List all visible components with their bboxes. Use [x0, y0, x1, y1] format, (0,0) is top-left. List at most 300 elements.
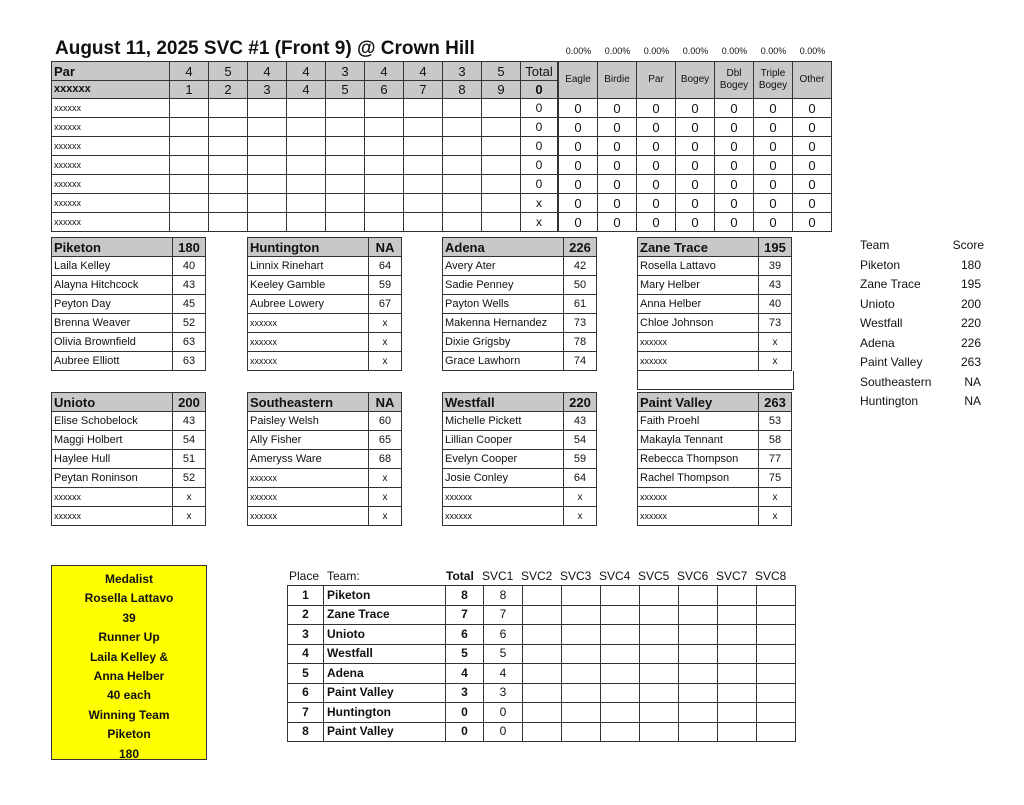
svc-points-cell: [523, 722, 562, 742]
stats-cell: 0: [637, 194, 676, 213]
stats-cell: 0: [676, 156, 715, 175]
team-player-row: [248, 352, 402, 371]
team-player-score: 43: [173, 276, 206, 295]
team-player-name: Rachel Thompson: [638, 469, 759, 488]
hole-score-cell[interactable]: [287, 213, 326, 232]
hole-score-cell[interactable]: [443, 156, 482, 175]
team-player-name: Grace Lawhorn: [443, 352, 564, 371]
stats-cell: 0: [637, 175, 676, 194]
team-player-row: [248, 507, 402, 526]
hole-score-cell[interactable]: [248, 156, 287, 175]
team-player-score: 54: [173, 431, 206, 450]
team-list-score: 180: [960, 257, 981, 272]
stats-cell: 0: [754, 118, 793, 137]
stats-cell: 0: [598, 118, 637, 137]
team-player-score: 43: [173, 412, 206, 431]
hole-number: 7: [404, 81, 443, 99]
team-box: [51, 237, 206, 371]
team-player-name: Olivia Brownfield: [52, 333, 173, 352]
player-name: xxxxxx: [52, 213, 170, 232]
hole-score-cell[interactable]: [443, 194, 482, 213]
team-player-row: [248, 412, 402, 431]
hole-score-cell[interactable]: [365, 99, 404, 118]
team-list-score: NA: [964, 374, 981, 389]
medalist-line: Medalist: [104, 572, 153, 586]
svc1-points: 0: [484, 722, 523, 742]
team-player-score: 64: [369, 257, 402, 276]
place-row: [288, 644, 796, 664]
team-player-row: [443, 450, 597, 469]
hole-score-cell[interactable]: [170, 118, 209, 137]
team-list-name: Westfall: [860, 316, 903, 330]
stats-cell: 0: [559, 156, 598, 175]
stats-cell: 0: [559, 99, 598, 118]
player-total: x: [521, 194, 558, 213]
hole-score-cell[interactable]: [482, 213, 521, 232]
team-list-score: 263: [960, 355, 981, 369]
team-player-row: [248, 333, 402, 352]
team-header-row: [443, 393, 597, 412]
svc1-points: 8: [484, 586, 523, 606]
player-row: [52, 194, 558, 213]
place-total: 8: [446, 586, 484, 606]
team-player-row: [52, 450, 206, 469]
place-total: 4: [446, 664, 484, 684]
svc-points-cell: [679, 664, 718, 684]
team-header-row: [443, 238, 597, 257]
hole-score-cell[interactable]: [443, 99, 482, 118]
team-player-name: Evelyn Cooper: [443, 450, 564, 469]
stats-row: [559, 137, 832, 156]
hole-score-cell[interactable]: [443, 137, 482, 156]
stats-cell: 0: [598, 175, 637, 194]
team-player-name: Dixie Grigsby: [443, 333, 564, 352]
hole-score-cell[interactable]: [170, 99, 209, 118]
hole-score-cell[interactable]: [404, 156, 443, 175]
hole-score-cell[interactable]: [326, 175, 365, 194]
team-player-row: [443, 333, 597, 352]
hole-score-cell[interactable]: [404, 99, 443, 118]
stats-cell: 0: [598, 137, 637, 156]
team-player-row: [638, 295, 792, 314]
team-player-score: 64: [564, 469, 597, 488]
team-player-row: [248, 314, 402, 333]
team-player-row: [248, 276, 402, 295]
place-number: 3: [288, 625, 324, 645]
team-player-score: 60: [369, 412, 402, 431]
hole-score-cell[interactable]: [287, 156, 326, 175]
svc-points-cell: [679, 605, 718, 625]
hole-score-cell[interactable]: [209, 213, 248, 232]
team-player-name: Mary Helber: [638, 276, 759, 295]
par-cell: 4: [170, 62, 209, 81]
svc-points-cell: [640, 703, 679, 723]
team-player-name: Anna Helber: [638, 295, 759, 314]
svc-points-cell: [718, 586, 757, 606]
hole-score-cell[interactable]: [209, 194, 248, 213]
svc-points-cell: [562, 644, 601, 664]
team-player-name: Ally Fisher: [248, 431, 369, 450]
player-name: xxxxxx: [52, 194, 170, 213]
team-player-name: xxxxxx: [248, 314, 369, 333]
place-total: 0: [446, 703, 484, 723]
par-cell: 5: [209, 62, 248, 81]
hole-score-cell[interactable]: [482, 194, 521, 213]
par-cell: 5: [482, 62, 521, 81]
score-grid: [51, 61, 558, 232]
hole-score-cell[interactable]: [209, 99, 248, 118]
team-score: 226: [564, 238, 597, 257]
team-name: Unioto: [52, 393, 173, 412]
team-player-score: 59: [564, 450, 597, 469]
team-list-name: Southeastern: [860, 374, 932, 389]
player-row: [52, 137, 558, 156]
team-player-name: Alayna Hitchcock: [52, 276, 173, 295]
team-player-score: x: [369, 352, 402, 371]
team-player-name: Elise Schobelock: [52, 412, 173, 431]
hole-score-cell[interactable]: [248, 175, 287, 194]
place-row: [288, 683, 796, 703]
hole-score-cell[interactable]: [170, 213, 209, 232]
stats-cell: 0: [793, 156, 832, 175]
hole-score-cell[interactable]: [326, 137, 365, 156]
hole-score-cell[interactable]: [365, 156, 404, 175]
team-box: [247, 392, 402, 526]
team-player-score: 67: [369, 295, 402, 314]
place-number: 6: [288, 683, 324, 703]
hole-number: 5: [326, 81, 365, 99]
player-total: 0: [521, 99, 558, 118]
team-box: [442, 237, 597, 371]
team-player-score: 77: [759, 450, 792, 469]
svc-points-cell: [718, 683, 757, 703]
hole-number: 6: [365, 81, 404, 99]
hole-score-cell[interactable]: [365, 118, 404, 137]
team-score: 220: [564, 393, 597, 412]
player-total: 0: [521, 175, 558, 194]
svc-points-cell: [679, 722, 718, 742]
hole-score-cell[interactable]: [209, 156, 248, 175]
player-row: [52, 99, 558, 118]
hole-number: 4: [287, 81, 326, 99]
team-player-name: xxxxxx: [248, 507, 369, 526]
team-name: Southeastern: [248, 393, 369, 412]
par-cell: 4: [404, 62, 443, 81]
place-total: 0: [446, 722, 484, 742]
place-team: Unioto: [324, 625, 446, 645]
team-list-row: [860, 258, 984, 278]
hole-score-cell[interactable]: [404, 137, 443, 156]
hole-score-cell[interactable]: [248, 137, 287, 156]
team-player-row: [638, 333, 792, 352]
stats-cell: 0: [637, 118, 676, 137]
team-player-row: [248, 450, 402, 469]
svc-header: SVC3: [560, 569, 592, 583]
par-cell: 4: [287, 62, 326, 81]
svc-points-cell: [601, 605, 640, 625]
page-title: August 11, 2025 SVC #1 (Front 9) @ Crown Hill: [55, 38, 475, 59]
team-player-score: 78: [564, 333, 597, 352]
svc-points-cell: [757, 586, 796, 606]
team-player-score: x: [759, 507, 792, 526]
place-number: 1: [288, 586, 324, 606]
team-name: Zane Trace: [638, 238, 759, 257]
stats-row: [559, 213, 832, 232]
medalist-line: Piketon: [107, 727, 151, 742]
svc-points-cell: [601, 703, 640, 723]
team-list-name: Unioto: [860, 296, 895, 311]
stats-cell: 0: [676, 137, 715, 156]
team-player-score: 40: [759, 295, 792, 314]
blank-cell: [637, 371, 794, 390]
place-number: 7: [288, 703, 324, 723]
team-list-name: Piketon: [860, 257, 901, 272]
hole-score-cell[interactable]: [404, 194, 443, 213]
svc1-points: 3: [484, 683, 523, 703]
hole-score-cell[interactable]: [248, 99, 287, 118]
svc-points-cell: [757, 664, 796, 684]
team-score: 200: [173, 393, 206, 412]
medalist-line: Runner Up: [98, 630, 160, 645]
stats-cell: 0: [754, 213, 793, 232]
hole-score-cell[interactable]: [365, 137, 404, 156]
team-score: 195: [759, 238, 792, 257]
stats-header: Bogey: [676, 62, 715, 99]
team-player-score: x: [173, 488, 206, 507]
team-player-name: Linnix Rinehart: [248, 257, 369, 276]
team-list-row: [860, 394, 984, 414]
team-header-row: [248, 393, 402, 412]
team-name: Westfall: [443, 393, 564, 412]
team-player-name: xxxxxx: [248, 488, 369, 507]
team-player-score: x: [369, 469, 402, 488]
medalist-line: 180: [118, 746, 140, 761]
team-list-score: NA: [964, 394, 981, 408]
stats-cell: 0: [637, 156, 676, 175]
team-player-score: x: [369, 507, 402, 526]
player-name: xxxxxx: [52, 137, 170, 156]
stats-row: [559, 118, 832, 137]
stats-cell: 0: [715, 194, 754, 213]
hole-score-cell[interactable]: [287, 175, 326, 194]
hole-label: xxxxxx: [52, 81, 170, 99]
stats-cell: 0: [754, 175, 793, 194]
team-name: Piketon: [52, 238, 173, 257]
svc-points-cell: [679, 625, 718, 645]
par-cell: 4: [248, 62, 287, 81]
hole-score-cell[interactable]: [326, 99, 365, 118]
svc-points-cell: [718, 722, 757, 742]
team-player-row: [52, 507, 206, 526]
hole-score-cell[interactable]: [209, 118, 248, 137]
stats-header: Par: [637, 62, 676, 99]
team-player-name: xxxxxx: [52, 507, 173, 526]
svc-points-cell: [601, 722, 640, 742]
team-name: Adena: [443, 238, 564, 257]
team-score-list: [860, 238, 984, 414]
par-cell: 3: [443, 62, 482, 81]
hole-score-cell[interactable]: [404, 213, 443, 232]
svc-points-cell: [601, 664, 640, 684]
team-player-row: [443, 469, 597, 488]
hole-score-cell[interactable]: [287, 137, 326, 156]
team-score: NA: [369, 238, 402, 257]
hole-score-cell[interactable]: [248, 194, 287, 213]
team-list-row: [860, 277, 984, 297]
stats-cell: 0: [754, 137, 793, 156]
team-player-row: [52, 431, 206, 450]
team-player-score: x: [369, 333, 402, 352]
team-player-row: [52, 295, 206, 314]
stats-cell: 0: [598, 156, 637, 175]
hole-score-cell[interactable]: [326, 118, 365, 137]
svc-header: SVC1: [482, 569, 514, 583]
svc-points-cell: [562, 703, 601, 723]
hole-score-cell[interactable]: [482, 118, 521, 137]
hole-score-cell[interactable]: [287, 99, 326, 118]
team-box: [637, 237, 792, 371]
hole-score-cell[interactable]: [482, 156, 521, 175]
hole-score-cell[interactable]: [287, 118, 326, 137]
team-player-row: [52, 412, 206, 431]
hole-score-cell[interactable]: [482, 99, 521, 118]
team-player-row: [248, 431, 402, 450]
stats-cell: 0: [793, 175, 832, 194]
team-player-row: [638, 276, 792, 295]
stats-cell: 0: [676, 213, 715, 232]
hole-score-cell[interactable]: [443, 213, 482, 232]
hole-number: 3: [248, 81, 287, 99]
team-score: 263: [759, 393, 792, 412]
svc-header: SVC4: [599, 569, 631, 583]
team-list-header: [860, 238, 984, 258]
hole-total: 0: [521, 81, 558, 99]
team-player-score: 52: [173, 314, 206, 333]
svc-points-cell: [757, 703, 796, 723]
hole-score-cell[interactable]: [482, 137, 521, 156]
medalist-line: 40 each: [106, 688, 152, 703]
hole-row: [52, 81, 558, 99]
stats-cell: 0: [559, 175, 598, 194]
team-list-score: 195: [960, 277, 981, 291]
team-player-score: 40: [173, 257, 206, 276]
stats-header: Triple Bogey: [754, 62, 793, 99]
team-player-row: [638, 488, 792, 507]
team-box: [247, 237, 402, 371]
hole-score-cell[interactable]: [248, 118, 287, 137]
hole-score-cell[interactable]: [326, 156, 365, 175]
team-player-name: xxxxxx: [638, 352, 759, 371]
stats-cell: 0: [559, 213, 598, 232]
team-player-score: 63: [173, 333, 206, 352]
stats-cell: 0: [676, 118, 715, 137]
team-list-row: [860, 316, 984, 336]
stats-cell: 0: [637, 213, 676, 232]
stats-header: Eagle: [559, 62, 598, 99]
hole-score-cell[interactable]: [170, 194, 209, 213]
hole-score-cell[interactable]: [482, 175, 521, 194]
team-player-score: 39: [759, 257, 792, 276]
team-player-name: Maggi Holbert: [52, 431, 173, 450]
stats-cell: 0: [715, 175, 754, 194]
hole-score-cell[interactable]: [365, 213, 404, 232]
svc-points-cell: [562, 683, 601, 703]
team-player-row: [52, 352, 206, 371]
team-player-score: 50: [564, 276, 597, 295]
hole-score-cell[interactable]: [209, 137, 248, 156]
team-player-row: [52, 488, 206, 507]
hole-score-cell[interactable]: [365, 175, 404, 194]
stats-row: [559, 156, 832, 175]
svc-points-cell: [640, 664, 679, 684]
team-list-row: [860, 297, 984, 317]
hole-score-cell[interactable]: [326, 194, 365, 213]
svc-points-cell: [679, 586, 718, 606]
percentage-label: 0.00%: [799, 46, 826, 56]
svc-points-cell: [640, 605, 679, 625]
svc-header: SVC2: [521, 569, 553, 583]
svc-header: SVC5: [638, 569, 670, 583]
team-header-row: [638, 238, 792, 257]
team-player-score: 45: [173, 295, 206, 314]
svc-points-cell: [562, 664, 601, 684]
stats-header: Other: [793, 62, 832, 99]
svc-points-cell: [640, 644, 679, 664]
medalist-line: Laila Kelley &: [89, 649, 169, 664]
stats-cell: 0: [754, 156, 793, 175]
hole-score-cell[interactable]: [170, 137, 209, 156]
svc-points-cell: [679, 644, 718, 664]
hole-score-cell[interactable]: [170, 175, 209, 194]
place-team: Adena: [324, 664, 446, 684]
percentage-label: 0.00%: [604, 46, 631, 56]
hole-score-cell[interactable]: [365, 194, 404, 213]
stats-cell: 0: [715, 213, 754, 232]
team-player-name: xxxxxx: [443, 488, 564, 507]
team-list-name: Huntington: [860, 394, 919, 408]
hole-number: 1: [170, 81, 209, 99]
svc-header: SVC7: [716, 569, 748, 583]
stats-cell: 0: [754, 99, 793, 118]
hole-score-cell[interactable]: [170, 156, 209, 175]
percentage-label: 0.00%: [760, 46, 787, 56]
stats-header: Birdie: [598, 62, 637, 99]
place-team: Piketon: [324, 586, 446, 606]
place-total: 7: [446, 605, 484, 625]
team-box: [51, 392, 206, 526]
player-total: 0: [521, 137, 558, 156]
hole-score-cell[interactable]: [248, 213, 287, 232]
team-player-row: [443, 276, 597, 295]
hole-score-cell[interactable]: [443, 118, 482, 137]
hole-score-cell[interactable]: [209, 175, 248, 194]
svc-points-cell: [679, 683, 718, 703]
team-player-score: x: [759, 352, 792, 371]
team-player-name: Ameryss Ware: [248, 450, 369, 469]
hole-score-cell[interactable]: [287, 194, 326, 213]
hole-score-cell[interactable]: [404, 118, 443, 137]
team-player-score: 68: [369, 450, 402, 469]
svc-points-cell: [718, 703, 757, 723]
hole-score-cell[interactable]: [443, 175, 482, 194]
player-total: x: [521, 213, 558, 232]
team-player-name: Laila Kelley: [52, 257, 173, 276]
team-player-row: [443, 352, 597, 371]
stats-cell: 0: [754, 194, 793, 213]
hole-score-cell[interactable]: [404, 175, 443, 194]
hole-score-cell[interactable]: [326, 213, 365, 232]
team-player-row: [248, 488, 402, 507]
